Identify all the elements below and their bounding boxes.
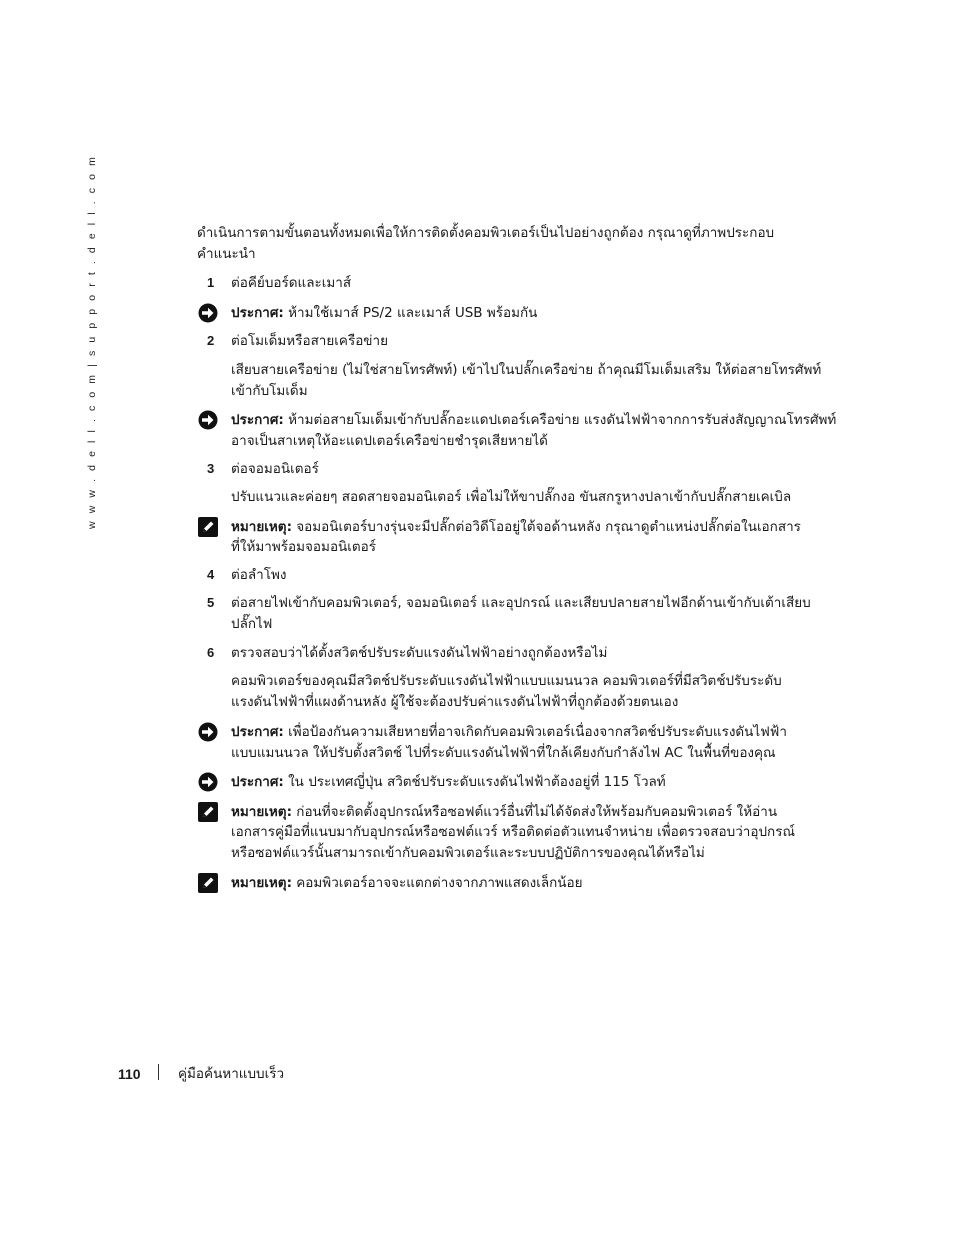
notice-label: ประกาศ: xyxy=(231,412,284,428)
notice-body: ห้ามใช้เมาส์ PS/2 และเมาส์ USB พร้อมกัน xyxy=(288,305,538,321)
notice-body: ห้ามต่อสายโมเด็มเข้ากับปลั๊กอะแดปเตอร์เครือข่าย แรงดันไฟฟ้าจากการรับส่งสัญญาณโทรศัพท์ xyxy=(288,412,837,428)
step-number: 6 xyxy=(207,645,215,660)
note-text xyxy=(231,517,801,537)
notice-body: ใน ประเทศญี่ปุ่น สวิตช์ปรับระดับแรงดันไฟฟ้าต้องอยู่ที่ 115 โวลท์ xyxy=(288,774,666,790)
step-body: เข้ากับโมเด็ม xyxy=(231,383,308,399)
notice-body: อาจเป็นสาเหตุให้อะแดปเตอร์เครือข่ายชำรุดเสียหายได้ xyxy=(231,433,548,449)
step-title: ต่อสายไฟเข้ากับคอมพิวเตอร์, จอมอนิเตอร์ และอุปกรณ์ และเสียบปลายสายไฟอีกด้านเข้ากับเต้าเสียบ xyxy=(231,595,811,611)
note-pencil-icon xyxy=(198,802,218,822)
notice-arrow-icon xyxy=(198,772,218,792)
notice-label: ประกาศ: xyxy=(231,774,284,790)
step-body: เสียบสายเครือข่าย (ไม่ใช่สายโทรศัพท์) เข้าไปในปลั๊กเครือข่าย ถ้าคุณมีโมเด็มเสริม ให้ต่อสายโทรศัพท์ xyxy=(231,362,822,378)
intro-line: คำแนะนำ xyxy=(197,246,256,262)
note-text xyxy=(231,802,777,822)
notice-arrow-icon xyxy=(198,722,218,742)
note-pencil-icon xyxy=(198,873,218,893)
step-number: 3 xyxy=(207,461,215,476)
step-body: คอมพิวเตอร์ของคุณมีสวิตช์ปรับระดับแรงดันไฟฟ้าแบบแมนนวล คอมพิวเตอร์ที่มีสวิตช์ปรับระดับ xyxy=(231,673,782,689)
notice-text xyxy=(231,303,537,323)
note-body: จอมอนิเตอร์บางรุ่นจะมีปลั๊กต่อวิดีโออยู่ใต้จอด้านหลัง กรุณาดูตำแหน่งปลั๊กต่อในเอกสาร xyxy=(296,519,801,535)
note-body: เอกสารคู่มือที่แนบมากับอุปกรณ์หรือซอฟต์แวร์ หรือติดต่อตัวแทนจำหน่าย เพื่อตรวจสอบว่าอุปกรณ์ xyxy=(231,824,796,840)
notice-body: แบบแมนนวล ให้ปรับตั้งสวิตช์ ไปที่ระดับแรงดันไฟฟ้าที่ใกล้เคียงกับกำลังไฟ AC ในพื้นที่ของคุณ xyxy=(231,745,776,761)
notice-label: ประกาศ: xyxy=(231,305,284,321)
notice-arrow-icon xyxy=(198,303,218,323)
note-label: หมายเหตุ: xyxy=(231,519,292,535)
step-number: 5 xyxy=(207,595,215,610)
step-title: ต่อคีย์บอร์ดและเมาส์ xyxy=(231,275,352,291)
notice-label: ประกาศ: xyxy=(231,724,284,740)
footer-title: คู่มือค้นหาแบบเร็ว xyxy=(178,1066,285,1082)
step-number: 1 xyxy=(207,275,215,290)
step-body: ปรับแนวและค่อยๆ สอดสายจอมอนิเตอร์ เพื่อไม่ให้ขาปลั๊กงอ ขันสกรูหางปลาเข้ากับปลั๊กสายเคเบิล xyxy=(231,489,792,505)
side-url: w w w . d e l l . c o m | s u p p o r t . d e l l . c o m xyxy=(86,154,98,530)
step-title: ตรวจสอบว่าได้ตั้งสวิตช์ปรับระดับแรงดันไฟฟ้าอย่างถูกต้องหรือไม่ xyxy=(231,645,608,661)
intro-line: ดำเนินการตามขั้นตอนทั้งหมดเพื่อให้การติดตั้งคอมพิวเตอร์เป็นไปอย่างถูกต้อง กรุณาดูที่ภาพประกอบ xyxy=(197,225,775,241)
step-title: ต่อจอมอนิเตอร์ xyxy=(231,461,319,477)
note-body: ก่อนที่จะติดตั้งอุปกรณ์หรือซอฟต์แวร์อื่นที่ไม่ได้จัดส่งให้พร้อมกับคอมพิวเตอร์ ให้อ่าน xyxy=(296,804,778,820)
note-body: คอมพิวเตอร์อาจจะแตกต่างจากภาพแสดงเล็กน้อย xyxy=(296,875,583,891)
note-pencil-icon xyxy=(198,517,218,537)
footer-divider xyxy=(158,1064,159,1080)
step-title: ต่อลำโพง xyxy=(231,567,287,583)
step-number: 4 xyxy=(207,567,215,582)
note-body: หรือซอฟต์แวร์นั้นสามารถเข้ากับคอมพิวเตอร์และระบบปฏิบัติการของคุณได้หรือไม่ xyxy=(231,845,705,861)
step-body: แรงดันไฟฟ้าที่แผงด้านหลัง ผู้ใช้จะต้องปรับค่าแรงดันไฟฟ้าที่ถูกต้องด้วยตนเอง xyxy=(231,694,679,710)
note-text xyxy=(231,873,583,893)
notice-body: เพื่อป้องกันความเสียหายที่อาจเกิดกับคอมพิวเตอร์เนื่องจากสวิตช์ปรับระดับแรงดันไฟฟ้า xyxy=(288,724,787,740)
notice-text xyxy=(231,772,666,792)
note-label: หมายเหตุ: xyxy=(231,804,292,820)
step-title: ปลั๊กไฟ xyxy=(231,616,273,632)
page-number: 110 xyxy=(118,1066,141,1082)
notice-arrow-icon xyxy=(198,410,218,430)
step-number: 2 xyxy=(207,333,215,348)
step-title: ต่อโมเด็มหรือสายเครือข่าย xyxy=(231,333,389,349)
notice-text xyxy=(231,722,787,742)
notice-text xyxy=(231,410,836,430)
note-label: หมายเหตุ: xyxy=(231,875,292,891)
note-body: ที่ให้มาพร้อมจอมอนิเตอร์ xyxy=(231,539,377,555)
